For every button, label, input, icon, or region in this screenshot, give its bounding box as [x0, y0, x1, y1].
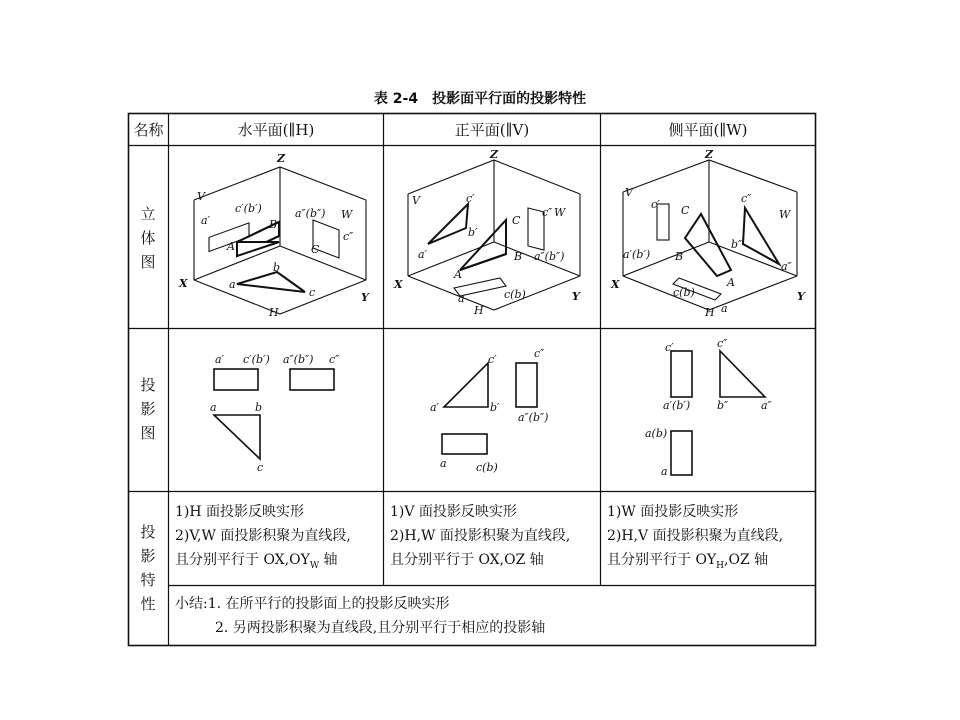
proj-label-abp-3: a′(b′) [663, 399, 691, 412]
prop-text: 轴 [319, 552, 338, 568]
label-a-2: a [458, 292, 465, 305]
prop-line: 2)H,V 面投影积聚为直线段, [607, 528, 784, 544]
proj-label-bpp-3: b″ [717, 399, 729, 412]
prop-line: 1)V 面投影反映实形 [390, 504, 517, 520]
prop-subscript: H [716, 560, 725, 571]
proj-label-cbp: c′(b′) [243, 353, 270, 366]
label-ap: a′ [201, 214, 211, 227]
proj-label-a: a [210, 401, 217, 414]
label-cp-3: c′ [651, 198, 660, 211]
row-label-char: 体 [140, 229, 156, 247]
label-cpp: c″ [343, 230, 354, 243]
prop-line: 1)W 面投影反映实形 [607, 504, 739, 520]
label-B: B [269, 218, 278, 231]
header-name: 名称 [133, 121, 164, 139]
label-ap-2: a′ [418, 248, 428, 261]
summary-line-2: 2. 另两投影积聚为直线段,且分别平行于相应的投影轴 [215, 620, 546, 636]
proj-label-cp-2: c′ [488, 353, 497, 366]
row-label-char: 影 [140, 400, 156, 418]
axis-y-2: Y [572, 290, 580, 303]
proj-label-app-3: a″ [761, 399, 772, 412]
row-label-char: 投 [140, 376, 156, 394]
prop-subscript: W [309, 560, 320, 571]
proj-label-ap-2: a′ [430, 401, 440, 414]
proj-label-cp-3: c′ [665, 341, 674, 354]
proj-label-c: c [257, 461, 264, 474]
label-H-3: H [705, 306, 715, 319]
axis-z: Z [277, 152, 286, 165]
row-label-char: 图 [140, 424, 156, 442]
prop-text: 且分别平行于 OY [607, 552, 717, 568]
label-cp-2: c′ [466, 192, 475, 205]
label-H: H [269, 306, 279, 319]
label-W-3: W [779, 208, 791, 221]
label-B-2: B [514, 250, 523, 263]
axis-x-3: X [611, 278, 620, 291]
header-profile: 侧平面(∥W) [668, 121, 748, 139]
row-label-properties [136, 520, 160, 616]
label-abp-3: a′(b′) [623, 248, 651, 261]
axis-z-2: Z [490, 148, 499, 161]
label-A-3: A [727, 276, 735, 289]
label-V-3: V [625, 186, 633, 199]
properties-profile [607, 500, 783, 572]
proj-label-b: b [255, 401, 263, 414]
label-app-3: a″ [781, 260, 792, 273]
stereo-profile-plane [601, 146, 815, 328]
label-a-3: a [721, 302, 728, 315]
proj-label-abpp-2: a″(b″) [518, 411, 549, 424]
row-label-stereo [136, 202, 160, 274]
axis-y: Y [361, 291, 369, 304]
prop-line: 1)H 面投影反映实形 [175, 504, 305, 520]
label-abpp-2: a″(b″) [534, 250, 565, 263]
proj-label-bp-2: b′ [490, 401, 500, 414]
label-H-2: H [474, 304, 484, 317]
table-number: 表 2-4 [373, 91, 419, 107]
label-C-3: C [681, 204, 690, 217]
projection-horizontal-plane [169, 329, 383, 491]
stereo-frontal-plane [384, 146, 600, 328]
label-B-3: B [675, 250, 684, 263]
proj-label-ab-3: a(b) [645, 427, 668, 440]
axis-x: X [179, 277, 188, 290]
row-label-char: 特 [140, 571, 156, 589]
properties-frontal [390, 500, 570, 572]
axis-y-3: Y [797, 290, 805, 303]
label-bpp-3: b″ [731, 238, 743, 251]
stereo-horizontal-plane [169, 146, 383, 328]
label-V: V [197, 190, 205, 203]
properties-horizontal [175, 500, 351, 572]
axis-x-2: X [394, 278, 403, 291]
proj-label-cpp-3: c″ [717, 337, 728, 350]
proj-label-a-2: a [440, 457, 447, 470]
row-label-char: 图 [140, 253, 156, 271]
table-title: 投影面平行面的投影特性 [432, 91, 587, 107]
prop-text: 且分别平行于 OX,OY [175, 552, 310, 568]
row-label-char: 投 [140, 523, 156, 541]
prop-line [175, 548, 351, 572]
prop-line [607, 548, 783, 572]
label-cpp-3: c″ [741, 192, 752, 205]
label-W-2: W [554, 206, 566, 219]
header-horizontal: 水平面(∥H) [237, 121, 315, 139]
proj-label-abpp: a″(b″) [283, 353, 314, 366]
label-cb-3: c(b) [673, 286, 695, 299]
header-frontal: 正平面(∥V) [454, 121, 530, 139]
label-abpp: a″(b″) [295, 207, 326, 220]
label-cb-2: c(b) [504, 288, 526, 301]
row-label-char: 影 [140, 547, 156, 565]
label-A-2: A [454, 268, 462, 281]
row-label-projection [136, 373, 160, 445]
proj-label-a-3: a [661, 465, 668, 478]
axis-z-3: Z [705, 148, 714, 161]
proj-label-cpp: c″ [329, 353, 340, 366]
label-b: b [273, 261, 281, 274]
label-A: A [227, 240, 235, 253]
label-bp-2: b′ [468, 226, 478, 239]
label-c: c [309, 286, 316, 299]
prop-line: 2)V,W 面投影积聚为直线段, [175, 528, 351, 544]
prop-text: ,OZ 轴 [724, 552, 769, 568]
summary [175, 592, 545, 640]
label-W: W [341, 208, 353, 221]
projection-profile-plane [601, 329, 815, 491]
projection-frontal-plane [384, 329, 600, 491]
label-cbp: c′(b′) [235, 202, 262, 215]
summary-line-1: 小结:1. 在所平行的投影面上的投影反映实形 [175, 596, 450, 612]
prop-line: 且分别平行于 OX,OZ 轴 [390, 552, 544, 568]
row-label-char: 立 [140, 205, 156, 223]
proj-label-ap: a′ [215, 353, 225, 366]
label-cpp-2: c″ [542, 206, 553, 219]
proj-label-cpp-2: c″ [534, 347, 545, 360]
label-V-2: V [412, 194, 420, 207]
label-C: C [311, 243, 320, 256]
proj-label-cb-2: c(b) [476, 461, 498, 474]
prop-line: 2)H,W 面投影积聚为直线段, [390, 528, 571, 544]
row-label-char: 性 [140, 595, 156, 613]
label-a: a [229, 278, 236, 291]
label-C-2: C [512, 214, 521, 227]
